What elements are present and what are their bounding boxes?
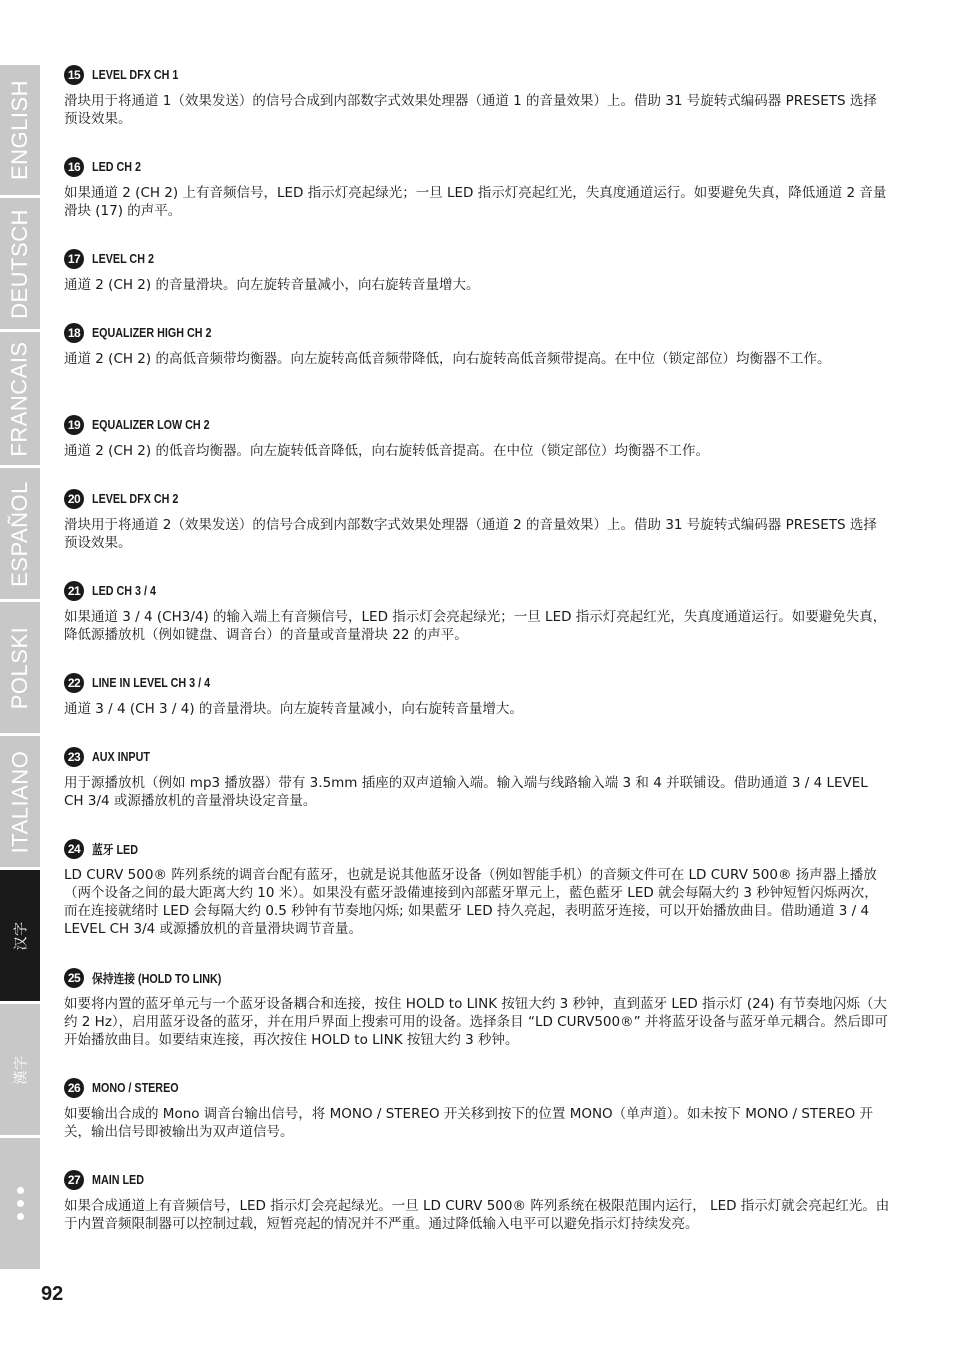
item-title: LED CH 3 / 4 <box>92 584 156 598</box>
list-item <box>64 156 890 220</box>
list-item <box>64 488 890 552</box>
list-item <box>64 322 890 368</box>
list-item <box>64 838 890 938</box>
list-item <box>64 1077 890 1141</box>
item-title: MONO / STEREO <box>92 1081 179 1095</box>
item-description: 如果通道 2 (CH 2) 上有音频信号，LED 指示灯亮起绿光；一旦 LED 指示灯亮起红光，失真度通道运行。如要避免失真，降低通道 2 音量滑块 (17) 的声平。 <box>64 185 887 219</box>
tab-polski-label: POLSKI <box>7 626 33 709</box>
item-description: 如果通道 3 / 4 (CH3/4) 的输入端上有音频信号，LED 指示灯会亮起绿光；一旦 LED 指示灯亮起红光，失真度通道运行。如要避免失真，降低源播放机（例如键盘、调音台）的音量或音量滑块 22 的声平。 <box>64 609 887 643</box>
list-item <box>64 672 890 718</box>
tab-francais-label: FRANCAIS <box>7 340 32 457</box>
item-description: 如要将内置的蓝牙单元与一个蓝牙设备耦合和连接，按住 HOLD to LINK 按钮大约 3 秒钟，直到蓝牙 LED 指示灯 (24) 有节奏地闪烁（大约 2 Hz），启用蓝牙设备的蓝牙，并在用戶界面上搜索可用的设备。选择条目 “LD CURV500®” 并将蓝牙设备与蓝牙单元耦合。然后即可开始播放曲目。如要结束连接，再次按住 HOLD to LINK 按钮大约 3 秒钟。 <box>64 996 888 1048</box>
tab-traditional-chinese[interactable] <box>0 1004 40 1138</box>
item-number-badge: 23 <box>64 747 84 767</box>
tab-espanol[interactable] <box>0 468 40 602</box>
item-description: 滑块用于将通道 2（效果发送）的信号合成到内部数字式效果处理器（通道 2 的音量效果）上。借助 31 号旋转式编码器 PRESETS 选择预设效果。 <box>64 517 877 551</box>
item-title: LINE IN LEVEL CH 3 / 4 <box>92 676 211 690</box>
item-number-badge: 22 <box>64 673 84 693</box>
item-description: 如要输出合成的 Mono 调音台输出信号，将 MONO / STEREO 开关移到按下的位置 MONO（单声道）。如未按下 MONO / STEREO 开关，输出信号即被输出为双声道信号。 <box>64 1106 874 1140</box>
list-item <box>64 414 890 460</box>
item-title: 保持连接 (HOLD TO LINK) <box>92 972 222 986</box>
tab-english[interactable] <box>0 65 40 198</box>
language-sidebar <box>0 65 40 1272</box>
tab-english-label: ENGLISH <box>7 79 32 181</box>
item-description: 通道 2 (CH 2) 的音量滑块。向左旋转音量减小，向右旋转音量增大。 <box>64 277 480 293</box>
item-number-badge: 25 <box>64 968 84 988</box>
item-description: 通道 2 (CH 2) 的低音均衡器。向左旋转低音降低，向右旋转低音提高。在中位（锁定部位）均衡器不工作。 <box>64 443 709 459</box>
item-title: MAIN LED <box>92 1173 144 1187</box>
list-item <box>64 967 890 1049</box>
item-title: LED CH 2 <box>92 160 141 174</box>
item-number-badge: 24 <box>64 839 84 859</box>
item-description: 如果合成通道上有音频信号，LED 指示灯会亮起绿光。一旦 LD CURV 500® 阵列系统在极限范围内运行， LED 指示灯就会亮起红光。由于内置音频限制器可以控制过载，短暂亮起的情况并不严重。通过降低输入电平可以避免指示灯持续发亮。 <box>64 1198 890 1232</box>
list-item <box>64 248 890 294</box>
item-description: 通道 2 (CH 2) 的高低音频带均衡器。向左旋转高低音频带降低，向右旋转高低音频带提高。在中位（锁定部位）均衡器不工作。 <box>64 351 831 367</box>
item-title: LEVEL CH 2 <box>92 252 154 266</box>
item-number-badge: 27 <box>64 1170 84 1190</box>
item-number-badge: 18 <box>64 323 84 343</box>
item-title: AUX INPUT <box>92 750 150 764</box>
list-item <box>64 64 890 128</box>
item-number-badge: 20 <box>64 489 84 509</box>
item-number-badge: 21 <box>64 581 84 601</box>
tab-traditional-chinese-label: 漢字 <box>13 1055 29 1084</box>
more-dot-icon <box>17 1187 24 1194</box>
tab-espanol-label: ESPAÑOL <box>7 480 32 587</box>
item-number-badge: 26 <box>64 1078 84 1098</box>
item-description: 滑块用于将通道 1（效果发送）的信号合成到内部数字式效果处理器（通道 1 的音量效果）上。借助 31 号旋转式编码器 PRESETS 选择预设效果。 <box>64 93 877 127</box>
list-item <box>64 580 890 644</box>
item-title: EQUALIZER HIGH CH 2 <box>92 326 212 340</box>
item-description: 通道 3 / 4 (CH 3 / 4) 的音量滑块。向左旋转音量减小，向右旋转音量增大。 <box>64 701 523 717</box>
item-title: LEVEL DFX CH 2 <box>92 492 179 506</box>
tab-italiano-label: ITALIANO <box>7 750 32 853</box>
item-description: LD CURV 500® 阵列系统的调音台配有蓝牙，也就是说其他蓝牙设备（例如智能手机）的音频文件可在 LD CURV 500® 扬声器上播放（两个设备之间的最大距离大约 10 米）。如果没有藍牙設備連接到內部藍牙單元上，藍色藍牙 LED 就会每隔大约 3 秒钟短暂闪烁两次，而在连接就绪时 LED 会每隔大约 0.5 秒钟有节奏地闪烁; 如果藍牙 LED 持久亮起，表明蓝牙连接，可以开始播放曲目。借助通道 3 / 4 LEVEL CH 3/4 或源播放机的音量滑块调节音量。 <box>64 867 878 937</box>
tab-deutsch[interactable] <box>0 198 40 332</box>
tab-polski[interactable] <box>0 602 40 736</box>
tab-deutsch-label: DEUTSCH <box>7 208 32 319</box>
item-title: EQUALIZER LOW CH 2 <box>92 418 210 432</box>
item-title: 蓝牙 LED <box>92 843 138 857</box>
page-number: 92 <box>41 1283 64 1305</box>
item-number-badge: 16 <box>64 157 84 177</box>
more-dot-icon <box>17 1200 24 1207</box>
tab-simplified-chinese[interactable] <box>0 870 40 1004</box>
tab-francais[interactable] <box>0 332 40 468</box>
tab-simplified-chinese-label: 汉字 <box>13 921 29 950</box>
item-title: LEVEL DFX CH 1 <box>92 68 179 82</box>
list-item <box>64 1169 890 1233</box>
tab-italiano[interactable] <box>0 736 40 870</box>
item-description: 用于源播放机（例如 mp3 播放器）带有 3.5mm 插座的双声道输入端。输入端与线路输入端 3 和 4 并联铺设。借助通道 3 / 4 LEVEL CH 3/4 或源播放机的音量滑块设定音量。 <box>64 775 868 809</box>
more-languages-tab[interactable] <box>0 1138 40 1272</box>
more-dot-icon <box>17 1213 24 1220</box>
item-number-badge: 17 <box>64 249 84 269</box>
list-item <box>64 746 890 810</box>
item-number-badge: 19 <box>64 415 84 435</box>
item-number-badge: 15 <box>64 65 84 85</box>
